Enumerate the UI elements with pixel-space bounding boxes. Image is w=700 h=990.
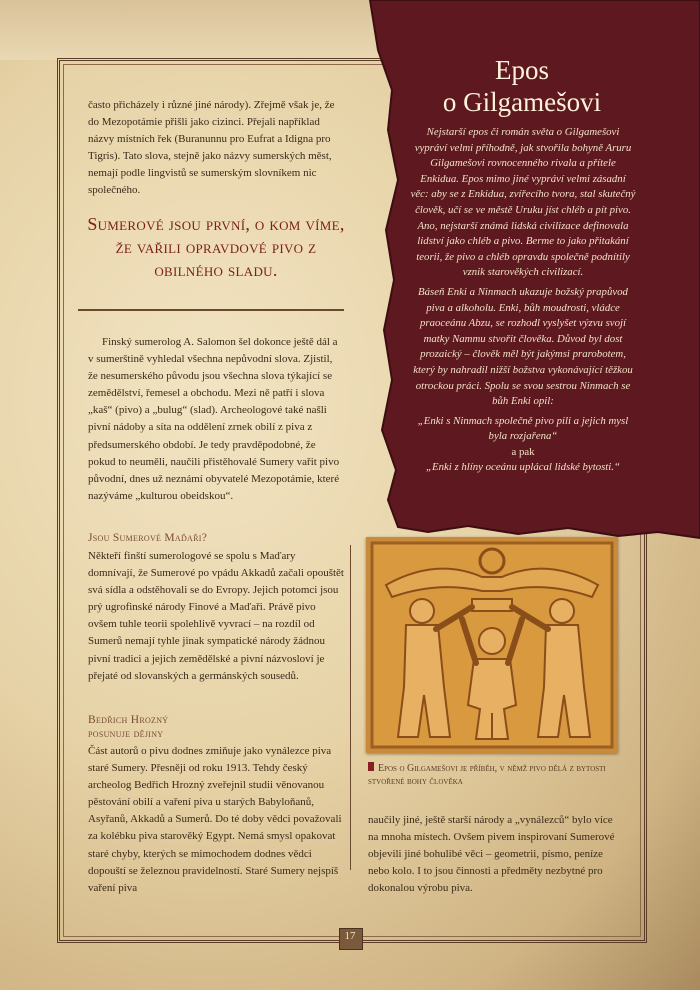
sidebar-paragraph-1: Nejstarší epos či román světa o Gilgamešovi vypráví velmi příhodně, jak stvořila bohyně Aruru Gilgamešovi rovnocenného rivala a přítele Enkidua. Epos mimo jiné vypráví velmi zásadní věc: aby se z Enkidua, zvířecího tvora, stal skutečný člověk, učí se ve městě Uruku jíst chléb a pít pivo. Ano, nejstarší známá lidská civilizace definovala lidství jako chléb a pivo. Berme to jako přitakání teorii, že pivo a chléb opravdu společně podnítily vznik starověkých civilizací. — [410, 126, 636, 279]
sidebar-quote-1: „Enki s Ninmach společně pivo pili a jejich mysl byla rozjařena“ — [417, 414, 629, 443]
pull-quote-heading: Sumerové jsou první, o kom víme, že vařili opravdové pivo z obilného sladu. — [87, 214, 345, 280]
left-hrozny — [88, 743, 344, 897]
page-number: 17 — [344, 930, 356, 942]
sidebar-title — [372, 54, 672, 118]
subheading-madari: Jsou Sumerové Maďaři? — [88, 532, 208, 544]
hrozny-paragraph: Část autorů o pivu dodnes zmiňuje jako vynálezce piva staré Sumery. Přesněji od roku 1913. Tehdy český archeolog Bedřich Hrozný zveřejnil studii věnovanou pěstování obilí a vaření piva u starých Babyloňanů, Asyřanů, Akkadů a Sumerů. Do té doby vědci považovali za kolébku piva starověký Egypt. Nemá smysl opakovat staré chyby, kterých se mimochodem dodnes vědci dopouští se železnou pravidelností. Staré Sumery nejspíš vaření piva — [88, 745, 342, 894]
left-madari — [88, 548, 344, 685]
caption-text: je příběh, v němž pivo dělá z bytosti stvořené bohy člověka — [368, 763, 606, 787]
heading-divider — [78, 309, 344, 311]
subheading-hrozny-line-1: Bedřich Hrozný — [88, 714, 169, 726]
salomon-paragraph: Finský sumerolog A. Salomon šel dokonce ještě dál a v sumerštině vyhledal všechna nepůvodní slova. Zjistil, že nesumerského původu jsou všechna slova týkající se zemědělství, řemesel a obchodu. Mezi ně patří i slova „kaš“ (pivo) a „bulug“ (slad). Archeologové také našli pivní nádoby a síta na oddělení zrnek obilí z piva z předsumerského období. Je tedy pravděpodobné, že pokud to neuměli, naučili přistěhovalé Sumery vařit pivo původní, dnes už neznámí obyvatelé Mezopotámie, které nazýváme „kulturou obeidskou“. — [88, 336, 340, 502]
image-caption — [368, 762, 618, 788]
sidebar-title-line-1: Epos — [495, 55, 549, 85]
caption-lead: Epos o Gilgamešovi — [378, 763, 458, 774]
sidebar-title-line-2: o Gilgamešovi — [442, 87, 602, 117]
sidebar-body — [410, 125, 636, 476]
left-intro — [88, 97, 344, 200]
subheading-hrozny-line-2: posunuje dějiny — [88, 728, 164, 740]
intro-paragraph: často přicházely i různé jiné národy). Zřejmě však je, že do Mezopotámie přišli jako cizinci. Přejali například názvy místních řek (Buranunnu pro Eufrat a Idigna pro Tigris). Tato slova, stejně jako názvy sumerských měst, nemají podle lingvistů se sumerským slovníkem nic společného. — [88, 99, 335, 197]
right-paragraph: naučily jiné, ještě starší národy a „vynálezců“ bylo více na mnoha místech. Ovšem pivem inspirovaní Sumerové objevili jiné bohulibé věci – geometrii, písmo, peníze nebo kolo. I to jsou činnosti a předměty nezbytné pro dokonalou výrobu piva. — [368, 814, 615, 894]
sumerian-relief-image — [366, 537, 618, 753]
sidebar-paragraph-2: Báseň Enki a Ninmach ukazuje božský prapůvod piva a alkoholu. Enki, bůh moudrosti, vládce praoceánu Abzu, se rozhodl vyslyšet výzvu svojí matky Nammu stvořit člověka. Důvod byl dost prozaický – člověk měl být jakýmsi prarobotem, který by nahradil nižší božstva vykonávající těžkou otrockou práci. Spolu se svou sestrou Ninmach se bůh Enki opil: — [413, 285, 633, 408]
right-column — [368, 812, 618, 897]
column-divider — [350, 545, 351, 870]
sidebar-connector: a pak — [511, 445, 535, 458]
caption-marker-icon — [368, 762, 374, 771]
relief-illustration — [366, 537, 618, 753]
sidebar-quote-2: „Enki z hlíny oceánu uplácal lidské bytosti.“ — [425, 461, 621, 474]
madari-paragraph: Někteří finští sumerologové se spolu s Maďary domnívají, že Sumerové po vpádu Akkadů začali opouštět svá sídla a odstěhovali se do Evropy. Jejich potomci jsou prý ugrofinské národy Finové a Maďaři. Právě pivo ovšem tuhle teorii spolehlivě vyvrací – na rozdíl od Sumerů nemají tyhle jinak sympatické národy žádnou pivní tradici a jejich zemědělské a pivní názvosloví je přejaté od slovanských a germánských sousedů. — [88, 550, 344, 682]
left-salomon — [88, 334, 344, 505]
torn-paper-edge — [0, 0, 380, 60]
